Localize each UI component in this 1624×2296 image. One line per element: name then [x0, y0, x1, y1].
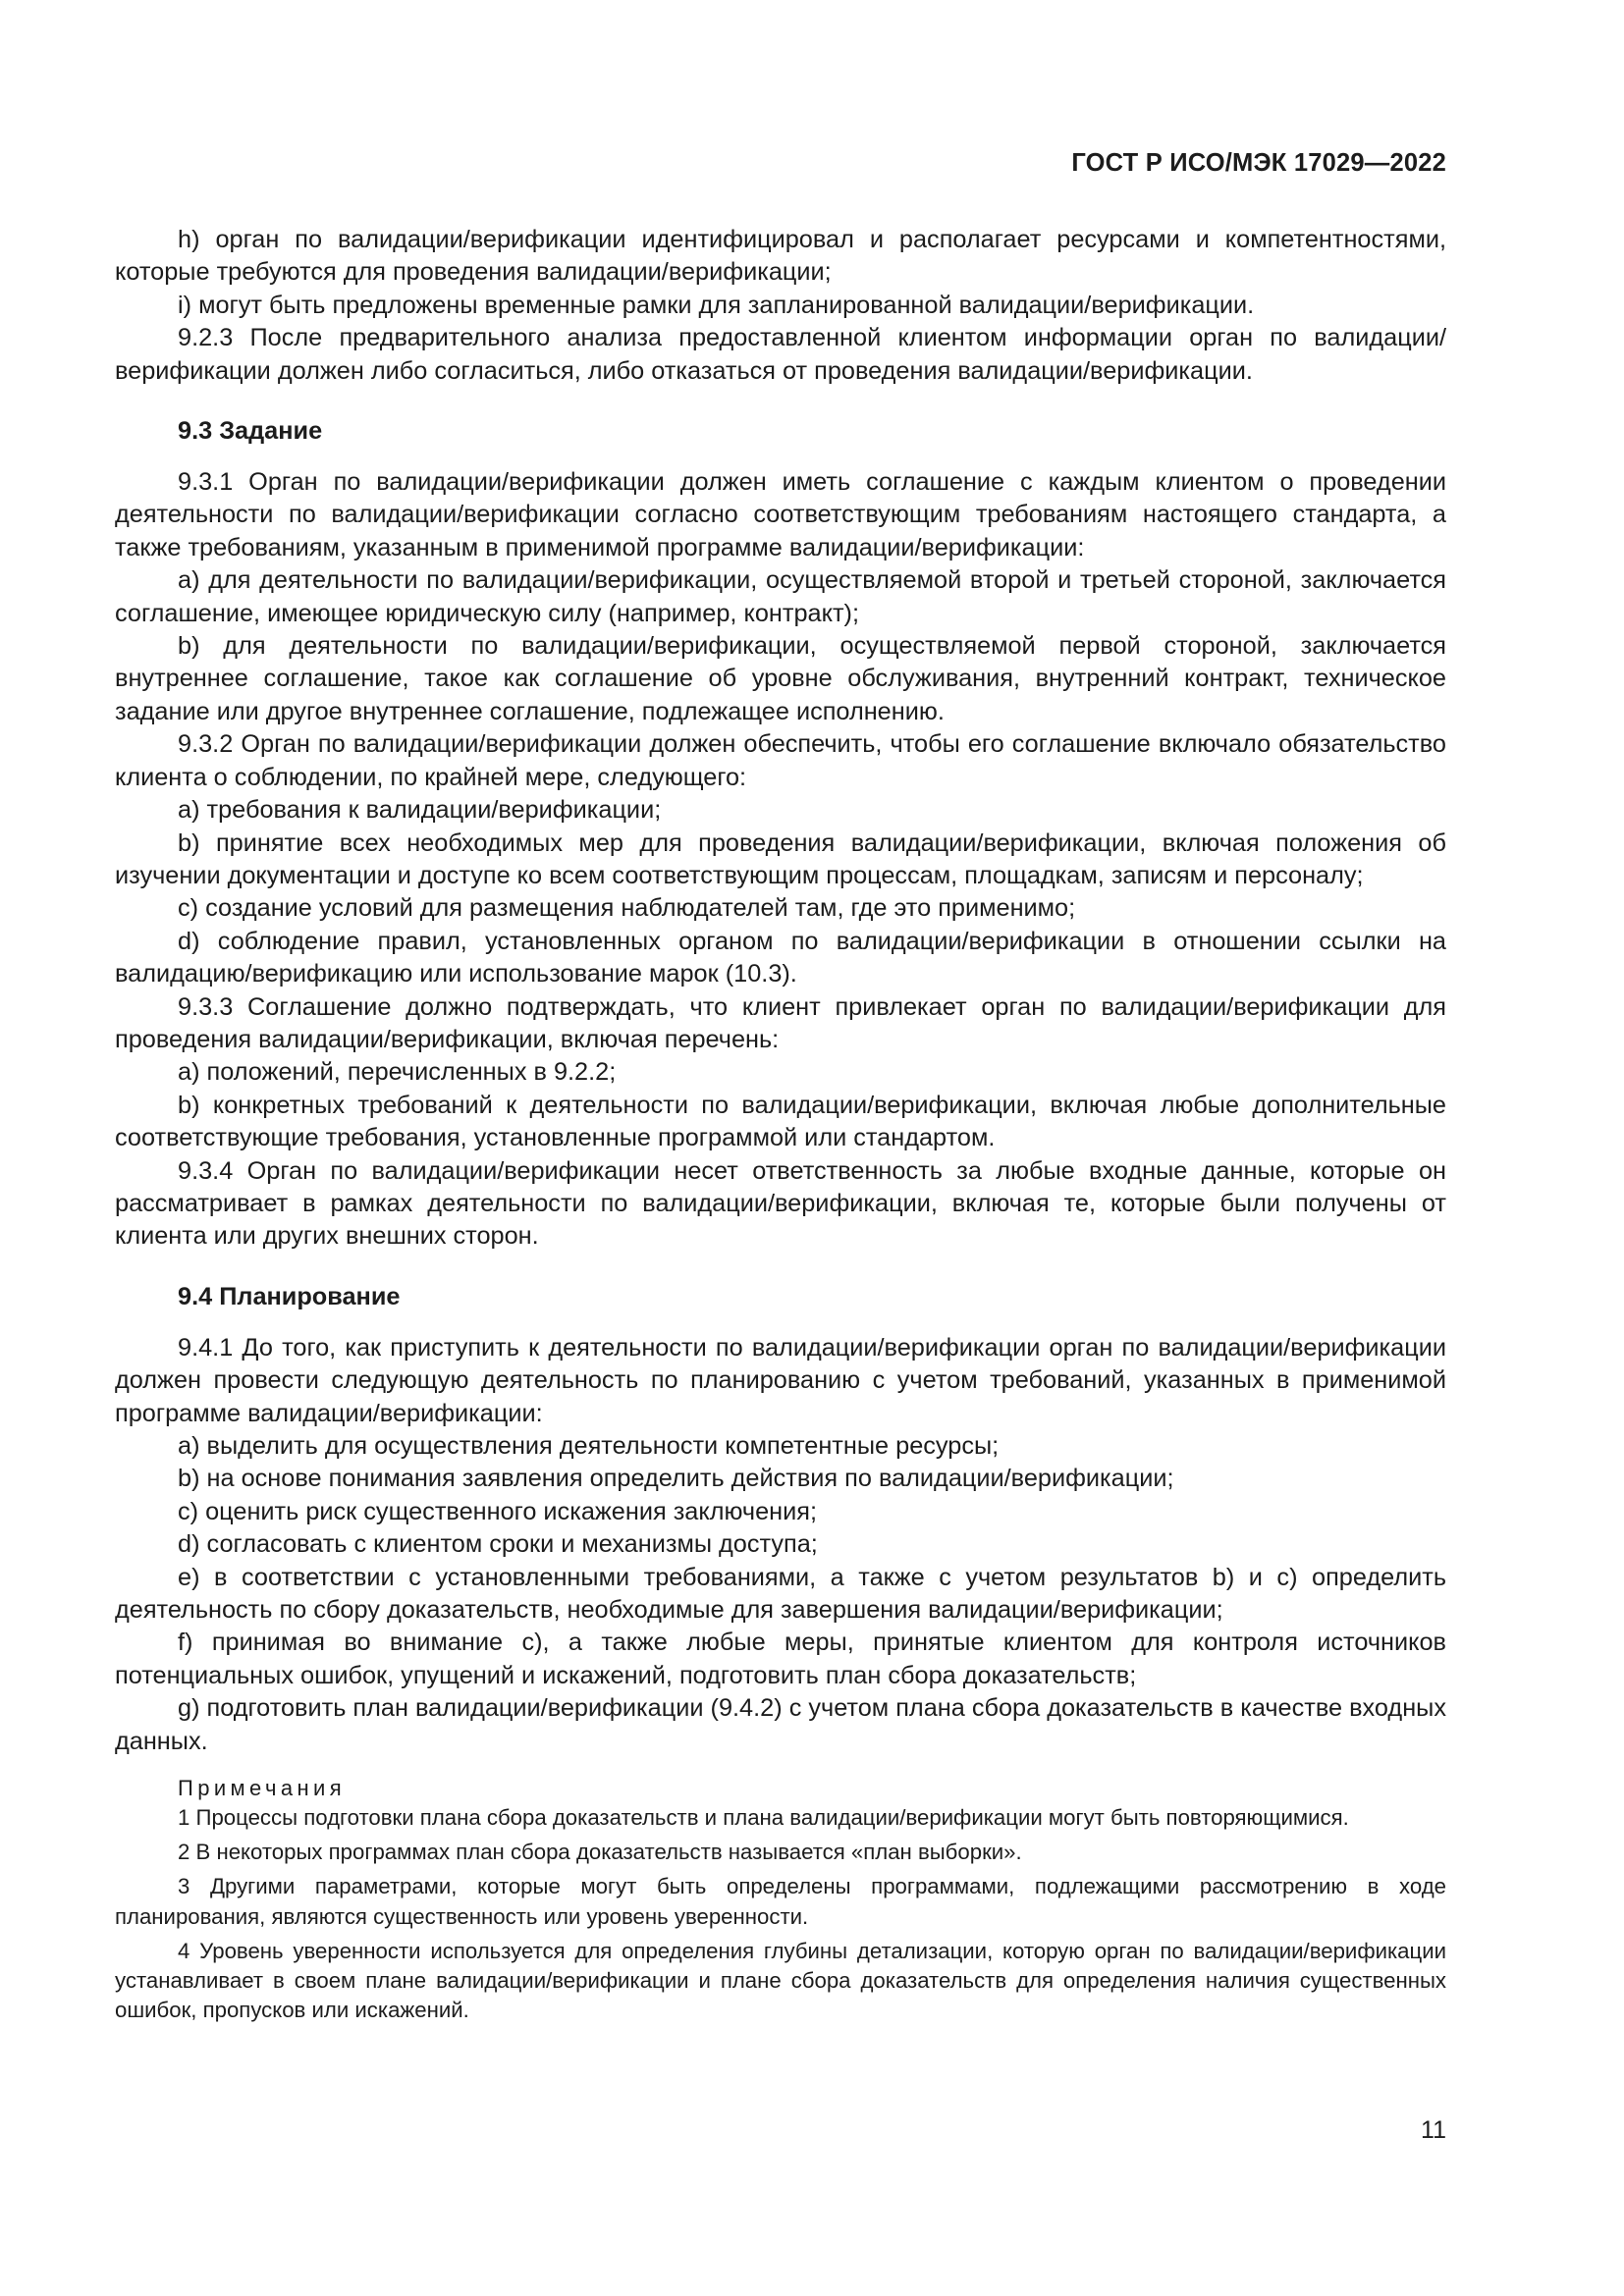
page-number: 11: [1421, 2116, 1446, 2144]
paragraph-9-3-1: 9.3.1 Орган по валидации/верификации должен иметь соглашение с каждым клиентом о проведении деятельности по валидации/верификации согласно соответствующим требованиям настоящего стандарта, а также требованиям, указанным в применимой программе валидации/верификации:: [115, 468, 1446, 561]
paragraph-9-3-2-a: a) требования к валидации/верификации;: [178, 796, 662, 825]
section-heading-9-3: 9.3 Задание: [178, 417, 323, 446]
paragraph-9-4-1-a: a) выделить для осуществления деятельности компетентные ресурсы;: [178, 1432, 1000, 1460]
note-item: 3 Другими параметрами, которые могут быть определены программами, подлежащими рассмотрению в ходе планирования, являются существенность или уровень уверенности.: [115, 1874, 1446, 1929]
paragraph-9-4-1-f: f) принимая во внимание c), а также любые меры, принятые клиентом для контроля источников потенциальных ошибок, упущений и искажений, подготовить план сбора доказательств;: [115, 1629, 1446, 1689]
paragraph-9-3-1-a: a) для деятельности по валидации/верификации, осуществляемой второй и третьей стороной, заключается соглашение, имеющее юридическую силу (например, контракт);: [115, 566, 1446, 627]
paragraph-9-4-1-b: b) на основе понимания заявления определить действия по валидации/верификации;: [178, 1465, 1174, 1493]
note-item: 2 В некоторых программах план сбора доказательств называется «план выборки».: [178, 1840, 1022, 1865]
paragraph-9-2-3: 9.2.3 После предварительного анализа предоставленной клиентом информации орган по валидации/верификации должен либо согласиться, либо отказаться от проведения валидации/верификации.: [115, 324, 1446, 385]
paragraph-9-4-1-c: c) оценить риск существенного искажения заключения;: [178, 1497, 817, 1525]
paragraph-9-3-2-c: c) создание условий для размещения наблюдателей там, где это применимо;: [178, 894, 1076, 923]
paragraph-h: h) орган по валидации/верификации идентифицировал и располагает ресурсами и компетентностями, которые требуются для проведения валидации/верификации;: [115, 226, 1446, 287]
notes-title: Примечания: [178, 1776, 347, 1801]
document-body: [115, 224, 1446, 2025]
paragraph-9-4-1-d: d) согласовать с клиентом сроки и механизмы доступа;: [178, 1530, 818, 1559]
document-id-header: ГОСТ Р ИСО/МЭК 17029—2022: [1071, 149, 1446, 177]
paragraph-9-4-1: 9.4.1 До того, как приступить к деятельности по валидации/верификации орган по валидации/верификации должен провести следующую деятельность по планированию с учетом требований, указанных в применимой программе валидации/верификации:: [115, 1333, 1446, 1427]
paragraph-9-3-3: 9.3.3 Соглашение должно подтверждать, что клиент привлекает орган по валидации/верификации для проведения валидации/верификации, включая перечень:: [115, 992, 1446, 1053]
paragraph-9-4-1-g: g) подготовить план валидации/верификации (9.4.2) с учетом плана сбора доказательств в качестве входных данных.: [115, 1694, 1446, 1755]
paragraph-9-3-1-b: b) для деятельности по валидации/верификации, осуществляемой первой стороной, заключается внутреннее соглашение, такое как соглашение об уровне обслуживания, внутренний контракт, техническое задание или другое внутреннее соглашение, подлежащее исполнению.: [115, 632, 1446, 725]
notes-block: [115, 1774, 1446, 2025]
paragraph-9-3-2: 9.3.2 Орган по валидации/верификации должен обеспечить, чтобы его соглашение включало обязательство клиента о соблюдении, по крайней мере, следующего:: [115, 730, 1446, 791]
paragraph-i: i) могут быть предложены временные рамки для запланированной валидации/верификации.: [178, 291, 1255, 319]
paragraph-9-3-4: 9.3.4 Орган по валидации/верификации несет ответственность за любые входные данные, которые он рассматривает в рамках деятельности по валидации/верификации, включая те, которые были получены от клиента или других внешних сторон.: [115, 1156, 1446, 1251]
document-page: [115, 0, 1446, 2296]
paragraph-9-4-1-e: e) в соответствии с установленными требованиями, а также с учетом результатов b) и c) определить деятельность по сбору доказательств, необходимые для завершения валидации/верификации;: [115, 1563, 1446, 1625]
note-item: 4 Уровень уверенности используется для определения глубины детализации, которую орган по валидации/верификации устанавливает в своем плане валидации/верификации и плане сбора доказательств для определения наличия существенных ошибок, пропусков или искажений.: [115, 1938, 1446, 2023]
section-heading-9-4: 9.4 Планирование: [178, 1282, 401, 1310]
paragraph-9-3-3-b: b) конкретных требований к деятельности по валидации/верификации, включая любые дополнительные соответствующие требования, установленные программой или стандартом.: [115, 1091, 1446, 1152]
paragraph-9-3-2-d: d) соблюдение правил, установленных органом по валидации/верификации в отношении ссылки на валидацию/верификацию или использование марок (10.3).: [115, 927, 1446, 988]
paragraph-9-3-2-b: b) принятие всех необходимых мер для проведения валидации/верификации, включая положения об изучении документации и доступе ко всем соответствующим процессам, площадкам, записям и персоналу;: [115, 828, 1446, 889]
paragraph-9-3-3-a: a) положений, перечисленных в 9.2.2;: [178, 1058, 617, 1087]
note-item: 1 Процессы подготовки плана сбора доказательств и плана валидации/верификации могут быть повторяющимися.: [178, 1805, 1349, 1831]
